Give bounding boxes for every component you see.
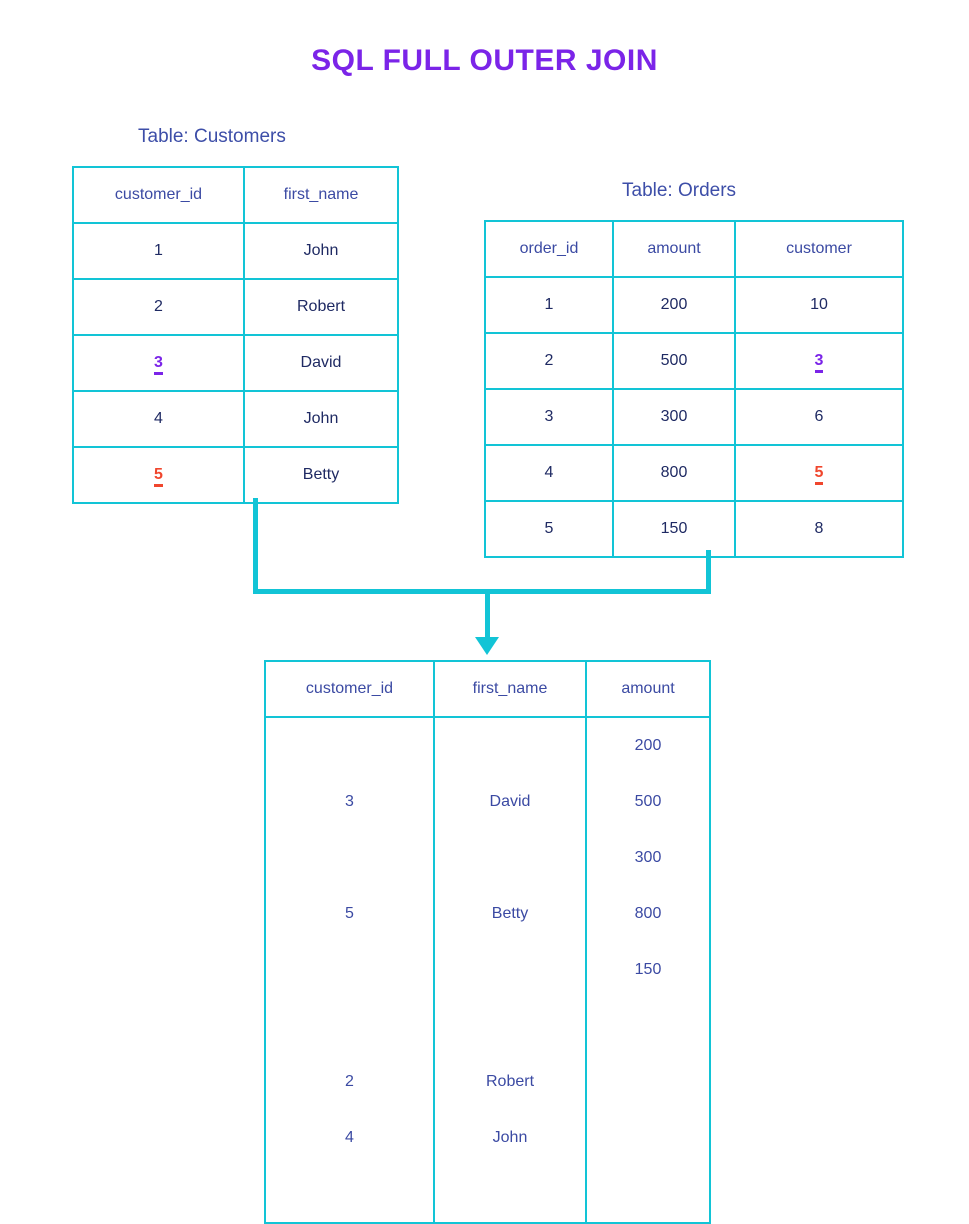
cell-customer-id: 4: [73, 391, 244, 447]
table-row: [73, 447, 398, 503]
cell-amount: [586, 1054, 710, 1110]
table-row: [73, 223, 398, 279]
connector-line-customers-vertical: [253, 498, 258, 594]
cell-customer: [735, 333, 903, 389]
table-row: [265, 717, 710, 774]
cell-customer: [735, 445, 903, 501]
table-row: [485, 389, 903, 445]
cell-first-name: Betty: [434, 886, 586, 942]
cell-customer-id: 2: [73, 279, 244, 335]
cell-first-name: Betty: [244, 447, 398, 503]
cell-amount: 200: [613, 277, 735, 333]
table-row: [485, 333, 903, 389]
table-row: [265, 942, 710, 998]
cell-customer-id: [265, 942, 434, 998]
cell-customer: 10: [735, 277, 903, 333]
column-header-customer-id: customer_id: [265, 661, 434, 717]
column-header-amount: amount: [586, 661, 710, 717]
connector-line-horizontal: [253, 589, 711, 594]
connector-arrowhead-icon: [475, 637, 499, 655]
cell-amount: 300: [586, 830, 710, 886]
cell-amount: 800: [613, 445, 735, 501]
cell-customer-id: 5: [265, 886, 434, 942]
cell-customer-id: [265, 717, 434, 774]
table-header-row: [485, 221, 903, 277]
table-row: [485, 277, 903, 333]
cell-amount: 150: [613, 501, 735, 557]
cell-first-name: [434, 998, 586, 1054]
highlighted-value: 5: [815, 464, 824, 485]
table-row: [73, 391, 398, 447]
cell-customer: 8: [735, 501, 903, 557]
highlighted-value: 3: [815, 352, 824, 373]
column-header-first-name: first_name: [244, 167, 398, 223]
column-header-order-id: order_id: [485, 221, 613, 277]
table-row: [73, 279, 398, 335]
cell-amount: 500: [586, 774, 710, 830]
table-row: [265, 1166, 710, 1223]
cell-first-name: John: [244, 223, 398, 279]
cell-order-id: 4: [485, 445, 613, 501]
column-header-customer-id: customer_id: [73, 167, 244, 223]
table-row: [265, 1054, 710, 1110]
cell-customer-id: 2: [265, 1054, 434, 1110]
cell-customer-id: [265, 1166, 434, 1223]
column-header-customer: customer: [735, 221, 903, 277]
cell-amount: 300: [613, 389, 735, 445]
column-header-amount: amount: [613, 221, 735, 277]
cell-customer-id: 3: [265, 774, 434, 830]
cell-amount: 500: [613, 333, 735, 389]
cell-amount: 800: [586, 886, 710, 942]
result-table: [264, 660, 711, 1224]
cell-customer-id: 1: [73, 223, 244, 279]
cell-first-name: John: [244, 391, 398, 447]
orders-table-caption: Table: Orders: [622, 180, 737, 201]
cell-customer-id: [265, 998, 434, 1054]
column-header-first-name: first_name: [434, 661, 586, 717]
cell-amount: 200: [586, 717, 710, 774]
cell-customer-id: [73, 335, 244, 391]
cell-amount: [586, 1166, 710, 1223]
cell-first-name: Robert: [434, 1054, 586, 1110]
customers-table: [72, 166, 399, 504]
cell-customer-id: [73, 447, 244, 503]
table-row: [485, 445, 903, 501]
cell-first-name: [434, 942, 586, 998]
table-header-row: [73, 167, 398, 223]
table-row: [485, 501, 903, 557]
table-row: [265, 774, 710, 830]
cell-customer-id: 4: [265, 1110, 434, 1166]
table-row: [265, 886, 710, 942]
cell-amount: [586, 998, 710, 1054]
cell-first-name: [434, 830, 586, 886]
table-row: [265, 830, 710, 886]
cell-amount: 150: [586, 942, 710, 998]
cell-order-id: 3: [485, 389, 613, 445]
customers-table-caption: Table: Customers: [138, 126, 286, 147]
highlighted-value: 3: [154, 354, 163, 375]
cell-first-name: David: [434, 774, 586, 830]
page-title: SQL FULL OUTER JOIN: [311, 44, 658, 77]
cell-first-name: [434, 717, 586, 774]
cell-customer-id: [265, 830, 434, 886]
connector-line-down-to-result: [485, 589, 490, 637]
cell-amount: [586, 1110, 710, 1166]
table-row: [265, 1110, 710, 1166]
cell-order-id: 2: [485, 333, 613, 389]
table-row: [265, 998, 710, 1054]
table-row: [73, 335, 398, 391]
highlighted-value: 5: [154, 466, 163, 487]
cell-first-name: John: [434, 1110, 586, 1166]
connector-line-orders-vertical: [706, 550, 711, 594]
cell-order-id: 5: [485, 501, 613, 557]
orders-table: [484, 220, 904, 558]
cell-first-name: [434, 1166, 586, 1223]
cell-first-name: David: [244, 335, 398, 391]
cell-customer: 6: [735, 389, 903, 445]
cell-order-id: 1: [485, 277, 613, 333]
cell-first-name: Robert: [244, 279, 398, 335]
table-header-row: [265, 661, 710, 717]
